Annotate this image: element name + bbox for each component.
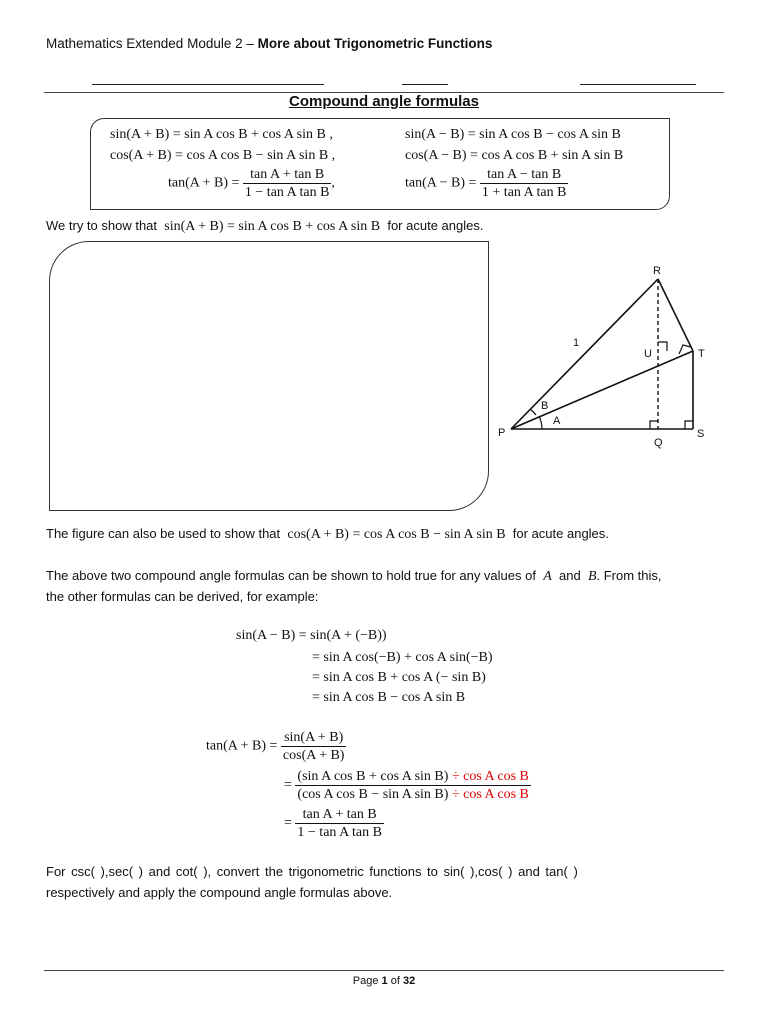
sin-derivation-step-1: = sin A cos(−B) + cos A sin(−B) [312, 650, 493, 665]
triangle-figure [490, 258, 730, 458]
header-module: Mathematics Extended Module 2 – [46, 36, 254, 51]
footer-page-total: 32 [402, 975, 416, 987]
blank-line-name[interactable] [92, 84, 324, 85]
footer-of-word: of [390, 975, 400, 987]
blank-line-date[interactable] [580, 84, 696, 85]
tan-derivation-line-3 [284, 806, 384, 841]
footer-page-word: Page [352, 975, 379, 987]
paragraph-text-1: The above two compound angle formulas can be shown to hold true for any values of [46, 568, 536, 583]
segment-PR [511, 279, 658, 429]
footer-rule [44, 970, 724, 971]
cos-line [46, 526, 609, 543]
label-P: P [498, 427, 506, 439]
label-angle-B: B [541, 400, 549, 412]
tan-minus-fraction [480, 166, 569, 201]
header-topic: More about Trigonometric Functions [257, 36, 493, 51]
fraction-2-den-main: (cos A cos B − sin A sin B) [297, 787, 449, 802]
fraction-1-denominator: cos(A + B) [282, 748, 345, 763]
tan-derivation-fraction-3 [295, 806, 384, 841]
sin-derivation-lhs: sin(A − B) = sin(A + (−B)) [236, 628, 387, 643]
angle-arc-A [539, 416, 542, 429]
label-angle-A: A [553, 415, 561, 427]
tan-plus-lhs: tan(A + B) = [168, 175, 240, 191]
label-S: S [697, 428, 705, 440]
tan-plus-denominator: 1 − tan A tan B [244, 185, 330, 200]
tan-minus-numerator: tan A − tan B [480, 166, 569, 184]
right-angle-S [685, 421, 693, 429]
formula-tan-plus [168, 166, 335, 201]
paragraph-line-2: the other formulas can be derived, for example: [46, 589, 319, 604]
cos-formula: cos(A + B) = cos A cos B − sin A sin B [287, 527, 506, 542]
label-hypotenuse: 1 [573, 337, 580, 349]
fraction-2-denominator [295, 786, 530, 803]
tan-plus-numerator: tan A + tan B [243, 166, 332, 184]
fraction-1-numerator: sin(A + B) [281, 729, 347, 747]
fraction-2-num-main: (sin A cos B + cos A sin B) [297, 769, 449, 784]
paragraph-line-1 [46, 568, 662, 585]
fraction-3-denominator: 1 − tan A tan B [297, 825, 382, 840]
cos-lead: The figure can also be used to show that [46, 526, 281, 541]
page-footer [0, 975, 768, 987]
tan-derivation-fraction-1 [281, 729, 347, 764]
right-angle-Q [650, 421, 658, 429]
label-U: U [644, 348, 652, 360]
tan-derivation-line-1 [206, 729, 346, 764]
equals-sign-3: = [284, 815, 292, 831]
paragraph-and: and [559, 568, 581, 583]
intro-tail: for acute angles. [387, 218, 484, 233]
footer-page-number: 1 [381, 975, 388, 987]
intro-line [46, 218, 483, 235]
fraction-3-numerator: tan A + tan B [295, 806, 384, 824]
fraction-2-numerator [295, 768, 530, 786]
var-A: A [543, 569, 552, 584]
sin-derivation-step-3: = sin A cos B − cos A sin B [312, 690, 466, 705]
cos-tail: for acute angles. [512, 526, 609, 541]
section-title: Compound angle formulas [288, 93, 479, 110]
intro-lead: We try to show that [46, 218, 158, 233]
sin-derivation-step-2: = sin A cos B + cos A (− sin B) [312, 670, 486, 685]
formula-tan-minus [405, 166, 568, 201]
tan-minus-lhs: tan(A − B) = [405, 175, 477, 191]
fraction-2-den-divisor: ÷ cos A cos B [451, 787, 529, 802]
label-R: R [653, 265, 661, 277]
intro-formula: sin(A + B) = sin A cos B + cos A sin B [164, 219, 381, 234]
var-B: B [587, 569, 597, 584]
angle-arc-B [530, 409, 536, 415]
formula-cos-minus: cos(A − B) = cos A cos B + sin A sin B [405, 148, 624, 163]
tan-derivation-fraction-2 [295, 768, 530, 803]
tan-plus-fraction [243, 166, 332, 201]
equals-sign-2: = [284, 777, 292, 793]
reciprocal-note-line-1: For csc( ),sec( ) and cot( ), convert the trigonometric functions to sin( ),cos( ) and tan( ) [46, 864, 578, 879]
answer-box[interactable] [49, 241, 489, 511]
reciprocal-note-line-2: respectively and apply the compound angle formulas above. [46, 885, 393, 900]
tan-derivation-lhs: tan(A + B) = [206, 738, 278, 754]
label-T: T [698, 348, 705, 360]
blank-line-class[interactable] [402, 84, 448, 85]
label-Q: Q [654, 437, 663, 449]
formula-cos-plus: cos(A + B) = cos A cos B − sin A sin B , [110, 148, 336, 163]
running-header [46, 36, 492, 51]
segment-PT [511, 351, 693, 429]
tan-derivation-line-2 [284, 768, 531, 803]
tan-minus-denominator: 1 + tan A tan B [481, 185, 567, 200]
formula-sin-plus: sin(A + B) = sin A cos B + cos A sin B , [110, 127, 333, 142]
segment-RT [658, 279, 693, 351]
tan-plus-comma: , [331, 175, 335, 191]
formula-sin-minus: sin(A − B) = sin A cos B − cos A sin B [405, 127, 621, 142]
fraction-2-num-divisor: ÷ cos A cos B [451, 769, 529, 784]
right-angle-U [658, 342, 667, 351]
paragraph-text-1b: . From this, [596, 568, 662, 583]
